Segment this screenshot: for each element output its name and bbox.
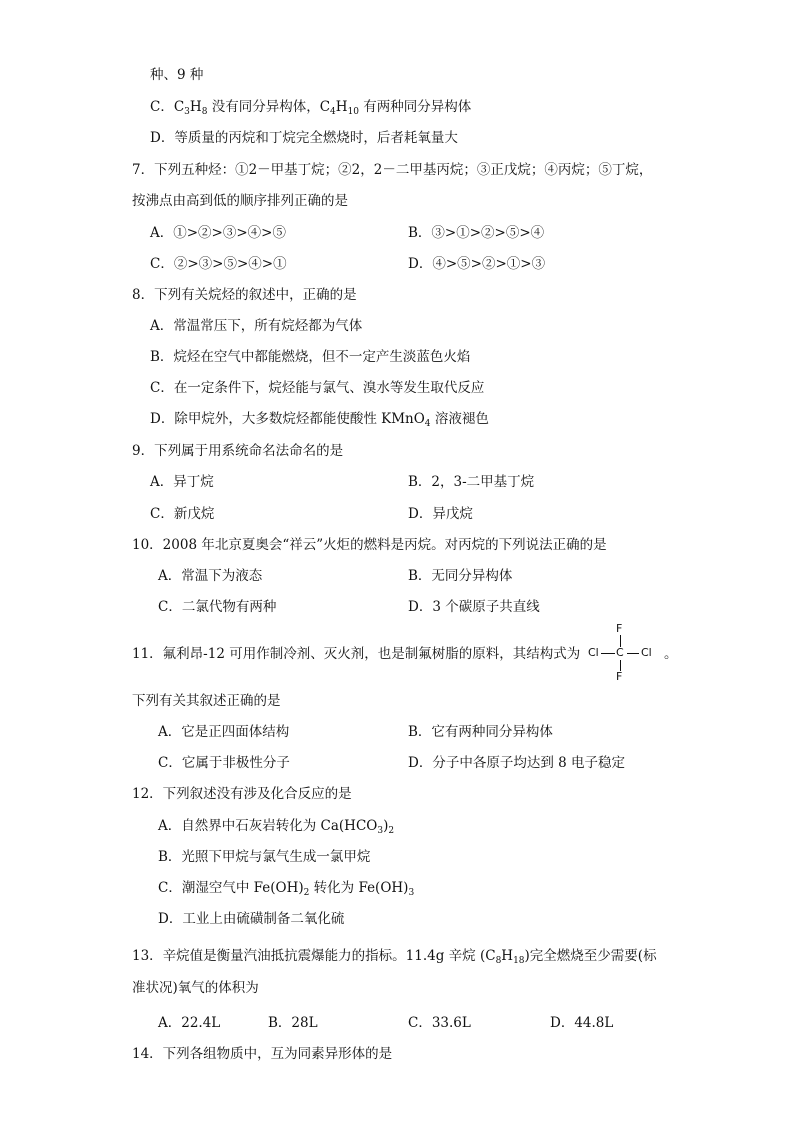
text: 转化为 Fe(OH)	[309, 880, 409, 896]
text: 13．辛烷值是衡量汽油抵抗震爆能力的指标。11.4g 辛烷 (C	[132, 948, 496, 964]
q7-option-c: C．②>③>⑤>④>①	[150, 256, 287, 272]
text: C．C	[150, 99, 185, 115]
q13-option-d: D．44.8L	[550, 1015, 614, 1031]
q10-option-c: C．二氯代物有两种	[158, 599, 277, 615]
bond-left	[601, 653, 615, 654]
subscript: 3	[184, 107, 190, 117]
text: H	[501, 948, 514, 964]
option-c-prev	[150, 98, 471, 116]
q7-option-a: A．①>②>③>④>⑤	[150, 225, 286, 241]
q10-option-d: D．3 个碳原子共直线	[408, 599, 540, 615]
q9-option-c: C．新戊烷	[150, 506, 215, 522]
atom-left: Cl	[588, 646, 599, 659]
q13-option-a: A．22.4L	[158, 1015, 221, 1031]
text: D．除甲烷外，大多数烷烃都能使酸性 KMnO	[150, 411, 425, 427]
q11-option-b: B．它有两种同分异构体	[408, 724, 553, 740]
q9-option-b: B．2，3-二甲基丁烷	[408, 474, 535, 490]
text: A．自然界中石灰岩转化为 Ca(HCO	[158, 818, 378, 834]
subscript: 18	[513, 956, 525, 966]
subscript: 4	[330, 107, 336, 117]
q8-option-b: B．烷烃在空气中都能燃烧，但不一定产生淡蓝色火焰	[150, 349, 471, 365]
option-d-prev: D．等质量的丙烷和丁烷完全燃烧时，后者耗氧量大	[150, 130, 458, 146]
question-10: 10．2008 年北京夏奥会“祥云”火炬的燃料是丙烷。对丙烷的下列说法正确的是	[132, 537, 607, 553]
text: 有两种同分异构体	[359, 99, 472, 115]
question-11-end: 。	[664, 646, 678, 662]
subscript: 2	[388, 826, 395, 836]
q8-option-a: A．常温常压下，所有烷烃都为气体	[150, 318, 363, 334]
atom-center: C	[616, 646, 624, 659]
subscript: 4	[424, 419, 431, 429]
atom-right: Cl	[641, 646, 652, 659]
q7-option-d: D．④>⑤>②>①>③	[408, 256, 546, 272]
question-13	[132, 947, 657, 965]
atom-top: F	[616, 622, 623, 635]
text: 溶液褪色	[430, 411, 489, 427]
atom-bottom: F	[616, 670, 623, 683]
text: )完全燃烧至少需要(标	[524, 948, 657, 964]
question-12: 12．下列叙述没有涉及化合反应的是	[132, 786, 352, 802]
text: )	[383, 818, 389, 834]
subscript: 8	[201, 107, 208, 117]
subscript: 8	[495, 956, 502, 966]
question-14: 14．下列各组物质中，互为同素异形体的是	[132, 1046, 393, 1062]
q7-option-b: B．③>①>②>⑤>④	[408, 225, 545, 241]
subscript: 2	[303, 888, 310, 898]
subscript: 3	[377, 826, 384, 836]
q13-option-c: C．33.6L	[408, 1015, 471, 1031]
q10-option-b: B．无同分异构体	[408, 568, 513, 584]
question-13-cont: 准状况)氧气的体积为	[132, 980, 259, 996]
q12-option-a	[158, 817, 394, 835]
q12-option-c	[158, 879, 414, 897]
q10-option-a: A．常温下为液态	[158, 568, 263, 584]
question-11: 11．氟利昂-12 可用作制冷剂、灭火剂，也是制氟树脂的原料，其结构式为	[132, 646, 581, 662]
q11-option-c: C．它属于非极性分子	[158, 755, 290, 771]
line-continuation: 种、9 种	[150, 67, 204, 83]
bond-right	[627, 653, 639, 654]
q8-option-d	[150, 410, 489, 428]
subscript: 10	[347, 107, 360, 117]
q12-option-b: B．光照下甲烷与氯气生成一氯甲烷	[158, 849, 371, 865]
q13-option-b: B．28L	[268, 1015, 318, 1031]
question-8: 8．下列有关烷烃的叙述中，正确的是	[132, 287, 357, 303]
q11-option-d: D．分子中各原子均达到 8 电子稳定	[408, 755, 625, 771]
q8-option-c: C．在一定条件下，烷烃能与氯气、溴水等发生取代反应	[150, 380, 485, 396]
text: H	[335, 99, 348, 115]
q9-option-d: D．异戊烷	[408, 506, 473, 522]
text: 没有同分异构体，C	[207, 99, 331, 115]
question-9: 9．下列属于用系统命名法命名的是	[132, 443, 344, 459]
subscript: 3	[408, 888, 415, 898]
question-7-cont: 按沸点由高到低的顺序排列正确的是	[132, 193, 348, 209]
question-7: 7．下列五种烃：①2－甲基丁烷；②2，2－二甲基丙烷；③正戊烷；④丙烷；⑤丁烷，	[132, 162, 653, 178]
question-11-cont: 下列有关其叙述正确的是	[132, 693, 281, 709]
q11-option-a: A．它是正四面体结构	[158, 724, 290, 740]
text: H	[189, 99, 202, 115]
q9-option-a: A．异丁烷	[150, 474, 214, 490]
q12-option-d: D．工业上由硫磺制备二氧化硫	[158, 911, 345, 927]
structural-formula	[588, 622, 660, 682]
text: C．潮湿空气中 Fe(OH)	[158, 880, 304, 896]
